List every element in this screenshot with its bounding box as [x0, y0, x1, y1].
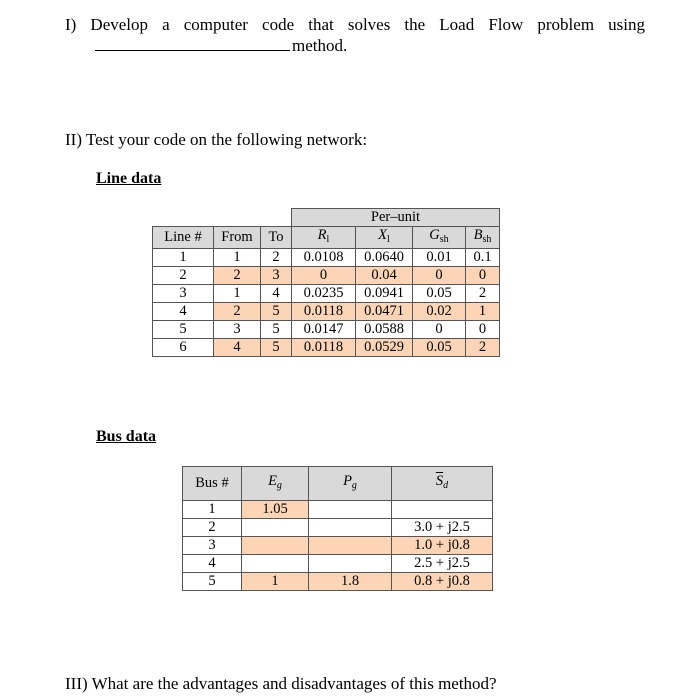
question-1 [65, 14, 645, 56]
cell-from: 1 [214, 285, 261, 303]
cell-to: 5 [261, 339, 292, 357]
cell-r: 0.0118 [292, 339, 356, 357]
bus-data-table [182, 466, 493, 591]
cell-pg [309, 537, 392, 555]
cell-x: 0.0941 [356, 285, 413, 303]
q1-word: the [404, 15, 426, 34]
table-row [183, 501, 493, 519]
cell-to: 2 [261, 249, 292, 267]
table-row [183, 555, 493, 573]
col-b: $B_{sh}$ [466, 227, 500, 249]
table-row [183, 519, 493, 537]
bus-data-heading: Bus data [96, 428, 157, 445]
col-bus: Bus # [183, 467, 242, 501]
cell-line: 1 [153, 249, 214, 267]
empty-cell [153, 209, 292, 227]
per-unit-header-row [153, 209, 500, 227]
cell-from: 2 [214, 303, 261, 321]
col-line: Line # [153, 227, 214, 249]
cell-x: 0.0640 [356, 249, 413, 267]
cell-eg: 1.05 [242, 501, 309, 519]
q1-word: I) [65, 15, 77, 34]
per-unit-header: Per–unit [292, 209, 500, 227]
cell-pg [309, 519, 392, 537]
cell-pg [309, 555, 392, 573]
line-data-table [152, 208, 500, 357]
fill-in-blank [95, 36, 290, 51]
cell-g: 0.02 [413, 303, 466, 321]
table-row [153, 339, 500, 357]
col-to: To [261, 227, 292, 249]
column-header-row [153, 227, 500, 249]
cell-bus: 5 [183, 573, 242, 591]
q1-word: code [262, 15, 295, 34]
col-pg: $P_g$ [309, 467, 392, 501]
cell-g: 0 [413, 267, 466, 285]
q1-word: a [162, 15, 170, 34]
question-3: III) What are the advantages and disadvantages of this method? [65, 674, 497, 693]
table-row [153, 303, 500, 321]
table-row [153, 321, 500, 339]
q1-word: that [308, 15, 334, 34]
cell-line: 5 [153, 321, 214, 339]
cell-b: 2 [466, 339, 500, 357]
cell-x: 0.0588 [356, 321, 413, 339]
cell-r: 0 [292, 267, 356, 285]
q1-word: Load [439, 15, 475, 34]
cell-sd [392, 501, 493, 519]
cell-b: 2 [466, 285, 500, 303]
cell-g: 0.05 [413, 285, 466, 303]
cell-g: 0.05 [413, 339, 466, 357]
q1-word: Flow [488, 15, 524, 34]
col-from: From [214, 227, 261, 249]
cell-sd: 3.0 + j2.5 [392, 519, 493, 537]
cell-eg: 1 [242, 573, 309, 591]
question-1-method: method. [292, 36, 348, 55]
cell-from: 1 [214, 249, 261, 267]
cell-r: 0.0235 [292, 285, 356, 303]
cell-bus: 2 [183, 519, 242, 537]
col-g: $G_{sh}$ [413, 227, 466, 249]
cell-eg [242, 555, 309, 573]
table-row [183, 573, 493, 591]
cell-line: 4 [153, 303, 214, 321]
q1-word: using [608, 15, 645, 34]
question-1-line2 [95, 35, 645, 56]
cell-pg [309, 501, 392, 519]
cell-to: 5 [261, 303, 292, 321]
cell-x: 0.0471 [356, 303, 413, 321]
col-eg: $E_g$ [242, 467, 309, 501]
cell-r: 0.0147 [292, 321, 356, 339]
table-row [153, 267, 500, 285]
q1-word: solves [347, 15, 391, 34]
cell-eg [242, 537, 309, 555]
question-1-line1 [65, 14, 645, 35]
cell-from: 4 [214, 339, 261, 357]
col-sd: $\overline{S}_d$ [392, 467, 493, 501]
question-2: II) Test your code on the following network: [65, 130, 368, 149]
cell-to: 3 [261, 267, 292, 285]
cell-x: 0.0529 [356, 339, 413, 357]
cell-line: 3 [153, 285, 214, 303]
cell-eg [242, 519, 309, 537]
cell-sd: 2.5 + j2.5 [392, 555, 493, 573]
cell-from: 3 [214, 321, 261, 339]
cell-bus: 4 [183, 555, 242, 573]
cell-x: 0.04 [356, 267, 413, 285]
cell-to: 4 [261, 285, 292, 303]
cell-line: 2 [153, 267, 214, 285]
col-r: $R_l$ [292, 227, 356, 249]
cell-b: 1 [466, 303, 500, 321]
cell-to: 5 [261, 321, 292, 339]
cell-line: 6 [153, 339, 214, 357]
cell-g: 0 [413, 321, 466, 339]
cell-bus: 1 [183, 501, 242, 519]
q1-word: problem [537, 15, 595, 34]
cell-b: 0 [466, 267, 500, 285]
cell-g: 0.01 [413, 249, 466, 267]
cell-from: 2 [214, 267, 261, 285]
cell-sd: 0.8 + j0.8 [392, 573, 493, 591]
line-data-heading: Line data [96, 170, 162, 187]
cell-sd: 1.0 + j0.8 [392, 537, 493, 555]
q1-word: Develop [90, 15, 149, 34]
cell-b: 0 [466, 321, 500, 339]
table-row [183, 537, 493, 555]
cell-b: 0.1 [466, 249, 500, 267]
cell-r: 0.0108 [292, 249, 356, 267]
table-row [153, 249, 500, 267]
column-header-row [183, 467, 493, 501]
cell-bus: 3 [183, 537, 242, 555]
cell-pg: 1.8 [309, 573, 392, 591]
q1-word: computer [183, 15, 248, 34]
table-row [153, 285, 500, 303]
col-x: $X_l$ [356, 227, 413, 249]
cell-r: 0.0118 [292, 303, 356, 321]
